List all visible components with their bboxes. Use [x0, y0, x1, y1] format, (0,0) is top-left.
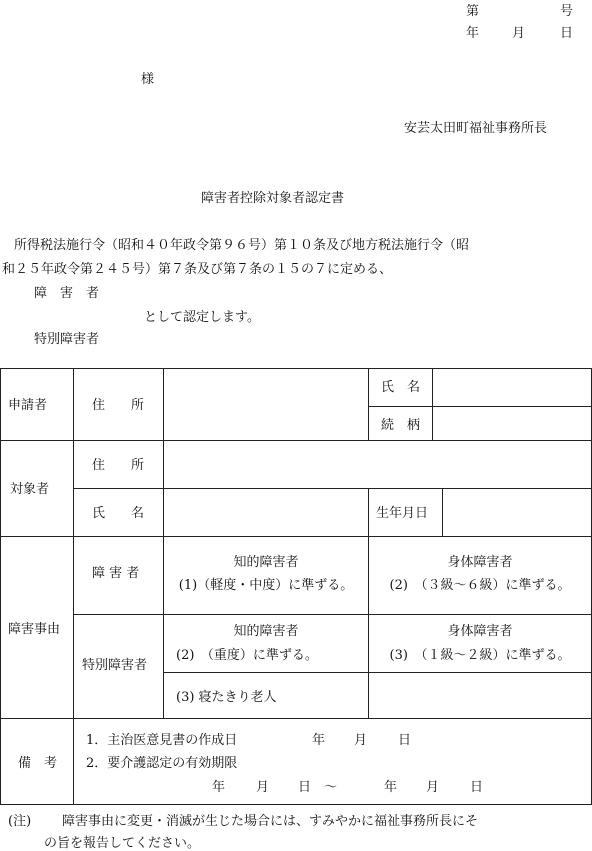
target-label: 対象者	[10, 482, 50, 497]
physical-text-1: (2) （３級～６級）に準ずる。	[389, 578, 571, 593]
birthdate-label: 生年月日	[376, 506, 429, 521]
number-prefix: 第	[466, 4, 480, 19]
number-suffix: 号	[560, 4, 574, 19]
document-title: 障害者控除対象者認定書	[201, 191, 345, 206]
target-name-label: 氏 名	[92, 506, 145, 521]
reason-label: 障害事由	[8, 622, 61, 637]
remark-2-month-b: 月	[426, 780, 440, 795]
target-address-label: 住 所	[92, 458, 145, 473]
applicant-label: 申請者	[8, 398, 48, 413]
remark-2-day-a: 日 ～	[298, 780, 338, 795]
remark-1-day: 日	[398, 733, 412, 748]
remark-2: 2．要介護認定の有効期限	[86, 756, 238, 771]
intellectual-text-2: (2) （重度）に準ずる。	[176, 648, 318, 663]
remark-2-day-b: 日	[470, 780, 484, 795]
note-line-1: 障害事由に変更・消滅が生じた場合には、すみやかに福祉事務所長にそ	[62, 814, 479, 829]
remark-1: 1．主治医意見書の作成日	[86, 733, 238, 748]
issuer-name: 安芸太田町福祉事務所長	[404, 121, 548, 136]
option-special-disabled: 特別障害者	[34, 332, 100, 347]
bedridden-text: (3) 寝たきり老人	[176, 690, 277, 705]
remark-2-year-a: 年	[212, 780, 226, 795]
body-line-2: 和２５年政令第２４５号）第７条及び第７条の１５の７に定める、	[2, 262, 393, 277]
physical-heading-2: 身体障害者	[447, 624, 513, 639]
remark-2-month-a: 月	[256, 780, 270, 795]
special-disabled-label: 特別障害者	[82, 658, 148, 673]
remark-1-year: 年	[312, 733, 326, 748]
intellectual-heading-1: 知的障害者	[233, 555, 299, 570]
addressee-suffix: 様	[141, 72, 155, 87]
relation-label: 続 柄	[381, 418, 421, 433]
physical-text-2: (3) （１級～２級）に準ずる。	[389, 648, 571, 663]
body-line-1: 所得税法施行令（昭和４０年政令第９６号）第１０条及び地方税法施行令（昭	[14, 238, 470, 253]
intellectual-heading-2: 知的障害者	[233, 624, 299, 639]
date-month: 月	[512, 26, 526, 41]
applicant-address-label: 住 所	[92, 398, 145, 413]
physical-heading-1: 身体障害者	[447, 555, 513, 570]
note-label: (注)	[8, 814, 32, 829]
disabled-label: 障 害 者	[92, 566, 140, 581]
date-day: 日	[560, 26, 574, 41]
remark-2-year-b: 年	[384, 780, 398, 795]
intellectual-text-1: (1)（軽度・中度）に準ずる。	[178, 578, 354, 593]
certify-text: として認定します。	[144, 310, 260, 325]
applicant-name-label: 氏 名	[381, 380, 421, 395]
remarks-label: 備 考	[18, 756, 58, 771]
date-year: 年	[466, 26, 480, 41]
option-disabled: 障 害 者	[34, 286, 100, 301]
remark-1-month: 月	[354, 733, 368, 748]
note-line-2: の旨を報告してください。	[44, 836, 201, 851]
